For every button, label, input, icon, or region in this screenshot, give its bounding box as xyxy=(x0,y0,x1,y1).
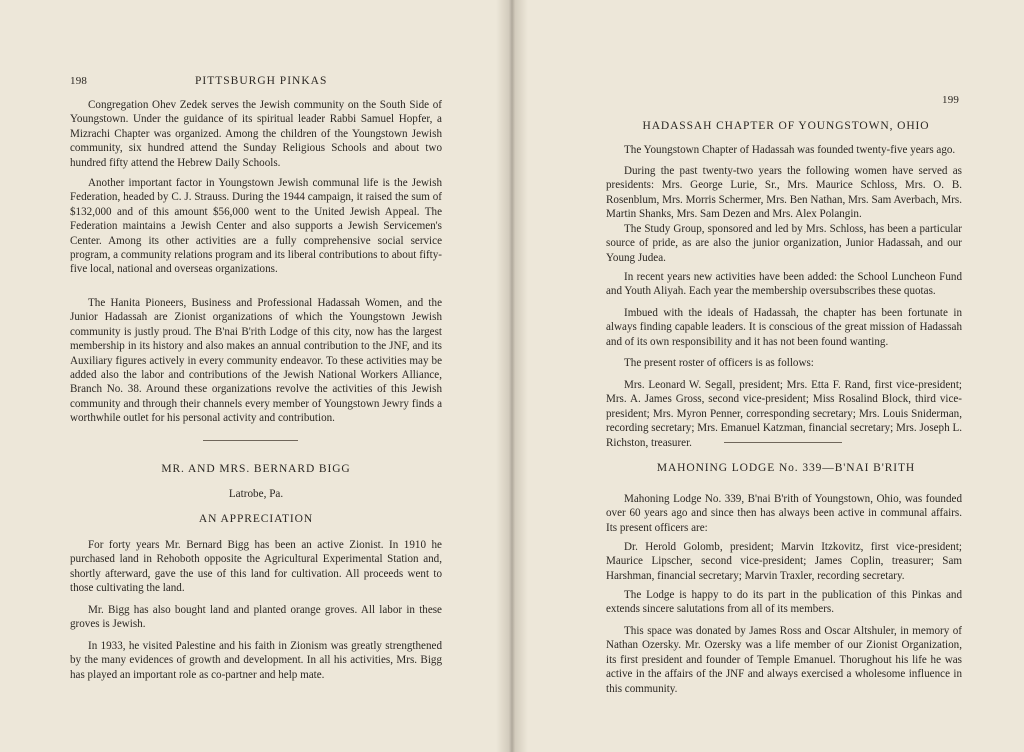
paragraph-hadassah-founded: The Youngstown Chapter of Hadassah was founded twenty-five years ago. xyxy=(624,144,956,156)
paragraph-new-activities: In recent years new activities have been added: the School Luncheon Fund and Youth Aliyah. Each year the membership oversubscribes these quotas. xyxy=(606,271,962,298)
paragraph-study-group: The Study Group, sponsored and led by Mrs. Schloss, has been a particular source of pride, as are also the junior organization, Junior Hadassah, and our Young Judea. xyxy=(606,223,962,264)
running-head: PITTSBURGH PINKAS xyxy=(195,75,328,87)
appreciation-heading: AN APPRECIATION xyxy=(198,513,314,525)
paragraph-palestine-visit: In 1933, he visited Palestine and his faith in Zionism was greatly strengthened by the many evidences of growth and development. In all his activities, Mrs. Bigg has played an important role as co-partner and help mate. xyxy=(70,640,442,681)
paragraph-presidents: During the past twenty-two years the following women have served as presidents: Mrs. George Lurie, Sr., Mrs. Maurice Schloss, Mrs. O. B. Rosenblum, Mrs. Morris Schermer, Mrs. Ben Nathan, Mrs. Sam Averbach, Mrs. Martin Shanks, Mrs. Sam Dezen and Mrs. Alex Polangin. xyxy=(606,165,962,221)
paragraph-donation: This space was donated by James Ross and Oscar Altshuler, in memory of Nathan Ozersky. Mr. Ozersky was a life member of our Zionist Organization, its first president and founder of Temple Emanuel. Thorughout his life he was active in the affairs of the JNF and always exercised a wholesome influence in this community. xyxy=(606,625,962,695)
paragraph-orange-groves: Mr. Bigg has also bought land and planted orange groves. All labor in these groves is Jewish. xyxy=(70,604,442,631)
paragraph-zionist-orgs: The Hanita Pioneers, Business and Professional Hadassah Women, and the Junior Hadassah are Zionist organizations of which the Youngstown Jewish community is justly proud. The B'nai B'rith Lodge of this city, now has the largest membership in its history and also makes an annual contribution to the JNF, and its Auxiliary figures actively in every community endeavor. To these activities may be added also the labor and contributions of the Jewish National Workers Alliance, Branch No. 38. Around these organizations revolve the activities of this Jewish community and through their channels every member of Youngstown Jewry finds a worthwhile outlet for his personal activity and contribution. xyxy=(70,297,442,425)
paragraph-officers: Mrs. Leonard W. Segall, president; Mrs. Etta F. Rand, first vice-president; Mrs. A. James Gross, second vice-president; Miss Rosalind Block, third vice-president; Mrs. Myron Penner, corresponding secretary; Mrs. Louis Sniderman, recording secretary; Mrs. Emanuel Katzman, financial secretary; Mrs. Joseph L. Richston, treasurer. xyxy=(606,379,962,449)
bigg-location: Latrobe, Pa. xyxy=(228,488,284,500)
left-page xyxy=(0,0,510,752)
section-divider-left xyxy=(203,440,298,441)
right-page xyxy=(512,0,1024,752)
mahoning-lodge-heading: MAHONING LODGE No. 339—B'NAI B'RITH xyxy=(656,462,916,474)
paragraph-federation: Another important factor in Youngstown Jewish communal life is the Jewish Federation, headed by C. J. Strauss. During the 1944 campaign, it raised the sum of $132,000 and of this amount $56,000 went to the United Jewish Appeal. The Federation maintains a Jewish Center and also supports a Jewish Servicemen's Center. Among its other activities are a fully comprehensive social service program, a community relations program and its liberal contributions to about fifty-five local, national and overseas organizations. xyxy=(70,177,442,276)
paragraph-bigg-zionist: For forty years Mr. Bernard Bigg has been an active Zionist. In 1910 he purchased land in Rehoboth opposite the Agricultural Experimental Station and, shortly afterward, gave the use of this land for cultivation. All proceeds went to those cultivating the land. xyxy=(70,539,442,595)
paragraph-roster-intro: The present roster of officers is as follows: xyxy=(624,357,814,369)
bigg-heading: MR. AND MRS. BERNARD BIGG xyxy=(161,463,351,475)
paragraph-lodge-salutations: The Lodge is happy to do its part in the publication of this Pinkas and extends sincere salutations from all of its members. xyxy=(606,589,962,616)
paragraph-lodge-officers: Dr. Herold Golomb, president; Marvin Itzkovitz, first vice-president; Maurice Lipscher, second vice-president; James Coplin, treasurer; Sam Harshman, financial secretary; Marvin Traxler, recording secretary. xyxy=(606,541,962,582)
paragraph-ohev-zedek: Congregation Ohev Zedek serves the Jewish community on the South Side of Youngstown. Under the guidance of its spiritual leader Rabbi Samuel Hopfer, a Mizrachi Chapter was organized. Among the children of the Youngstown Jewish community, six hundred attend the Sunday Religious Schools and about two hundred fifty attend the Hebrew Daily Schools. xyxy=(70,99,442,169)
book-gutter xyxy=(496,0,528,752)
section-divider-right xyxy=(724,442,842,443)
page-number-right: 199 xyxy=(942,94,960,106)
paragraph-ideals: Imbued with the ideals of Hadassah, the chapter has been fortunate in always finding capable leaders. It is conscious of the great mission of Hadassah and of its own responsibility and it has not been found wanting. xyxy=(606,307,962,348)
page-number-left: 198 xyxy=(70,75,88,87)
hadassah-heading: HADASSAH CHAPTER OF YOUNGSTOWN, OHIO xyxy=(642,120,930,132)
paragraph-lodge-founded: Mahoning Lodge No. 339, B'nai B'rith of Youngstown, Ohio, was founded over 60 years ago and since then has always been active in communal affairs. Its present officers are: xyxy=(606,493,962,534)
